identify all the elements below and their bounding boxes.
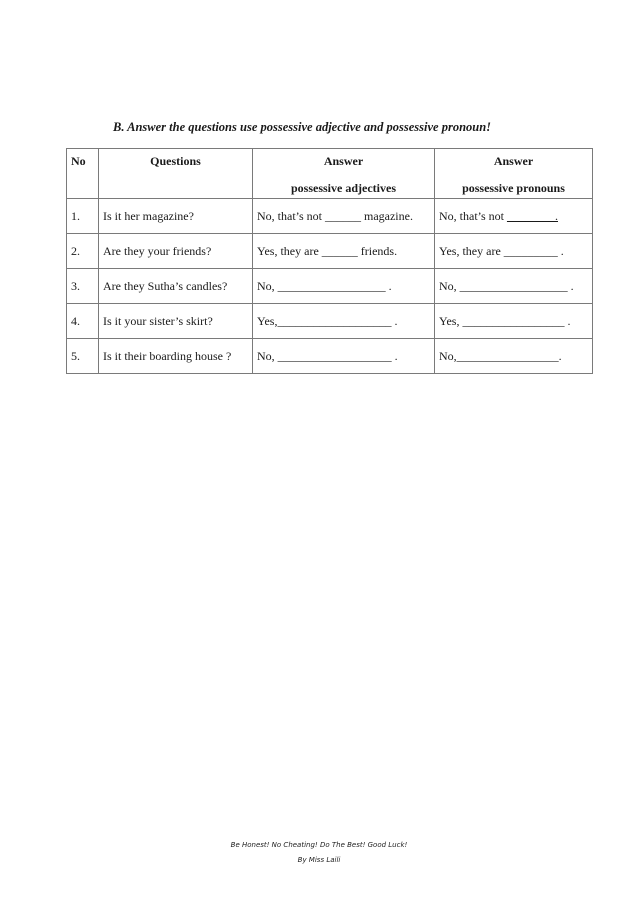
row-question: Is it their boarding house ? <box>99 339 253 374</box>
row-adjective-answer-blank[interactable]: No, __________________ . <box>253 269 435 304</box>
worksheet-table <box>66 148 593 374</box>
row-number: 4. <box>67 304 99 339</box>
row-pronoun-answer-blank[interactable]: No, __________________ . <box>435 269 593 304</box>
header-answer-adjectives <box>253 149 435 199</box>
header-answer-pronouns <box>435 149 593 199</box>
row-adjective-answer-blank[interactable]: No, ___________________ . <box>253 339 435 374</box>
row-pronoun-answer-blank[interactable]: Yes, they are _________ . <box>435 234 593 269</box>
row-pronoun-answer-blank[interactable]: No,_________________. <box>435 339 593 374</box>
row-number: 1. <box>67 199 99 234</box>
row-adjective-answer-blank[interactable]: Yes,___________________ . <box>253 304 435 339</box>
row-adjective-answer-blank[interactable]: Yes, they are ______ friends. <box>253 234 435 269</box>
pronoun-prefix: No, that’s not <box>439 208 507 223</box>
header-questions: Questions <box>99 149 253 199</box>
table-row <box>67 304 593 339</box>
table-row <box>67 199 593 234</box>
row-number: 5. <box>67 339 99 374</box>
pronoun-blank: ________. <box>507 208 558 223</box>
table-row <box>67 234 593 269</box>
row-question: Are they Sutha’s candles? <box>99 269 253 304</box>
row-pronoun-answer-blank[interactable] <box>435 199 593 234</box>
row-number: 2. <box>67 234 99 269</box>
row-adjective-answer-blank[interactable]: No, that’s not ______ magazine. <box>253 199 435 234</box>
row-pronoun-answer-blank[interactable]: Yes, _________________ . <box>435 304 593 339</box>
row-number: 3. <box>67 269 99 304</box>
header-no: No <box>67 149 99 199</box>
row-question: Is it your sister’s skirt? <box>99 304 253 339</box>
row-question: Are they your friends? <box>99 234 253 269</box>
header-answer-adjectives-title: Answer <box>323 154 364 168</box>
instruction-heading: B. Answer the questions use possessive adjective and possessive pronoun! <box>113 120 492 134</box>
header-answer-adjectives-sub: possessive adjectives <box>291 181 396 195</box>
footer-motto: Be Honest! No Cheating! Do The Best! Good Luck! <box>230 841 408 849</box>
header-answer-pronouns-title: Answer <box>493 154 534 168</box>
footer-author: By Miss Laili <box>297 856 341 864</box>
table-row <box>67 339 593 374</box>
table-header-row <box>67 149 593 199</box>
header-answer-pronouns-sub: possessive pronouns <box>462 181 565 195</box>
table-row <box>67 269 593 304</box>
row-question: Is it her magazine? <box>99 199 253 234</box>
page-footer <box>0 838 638 868</box>
